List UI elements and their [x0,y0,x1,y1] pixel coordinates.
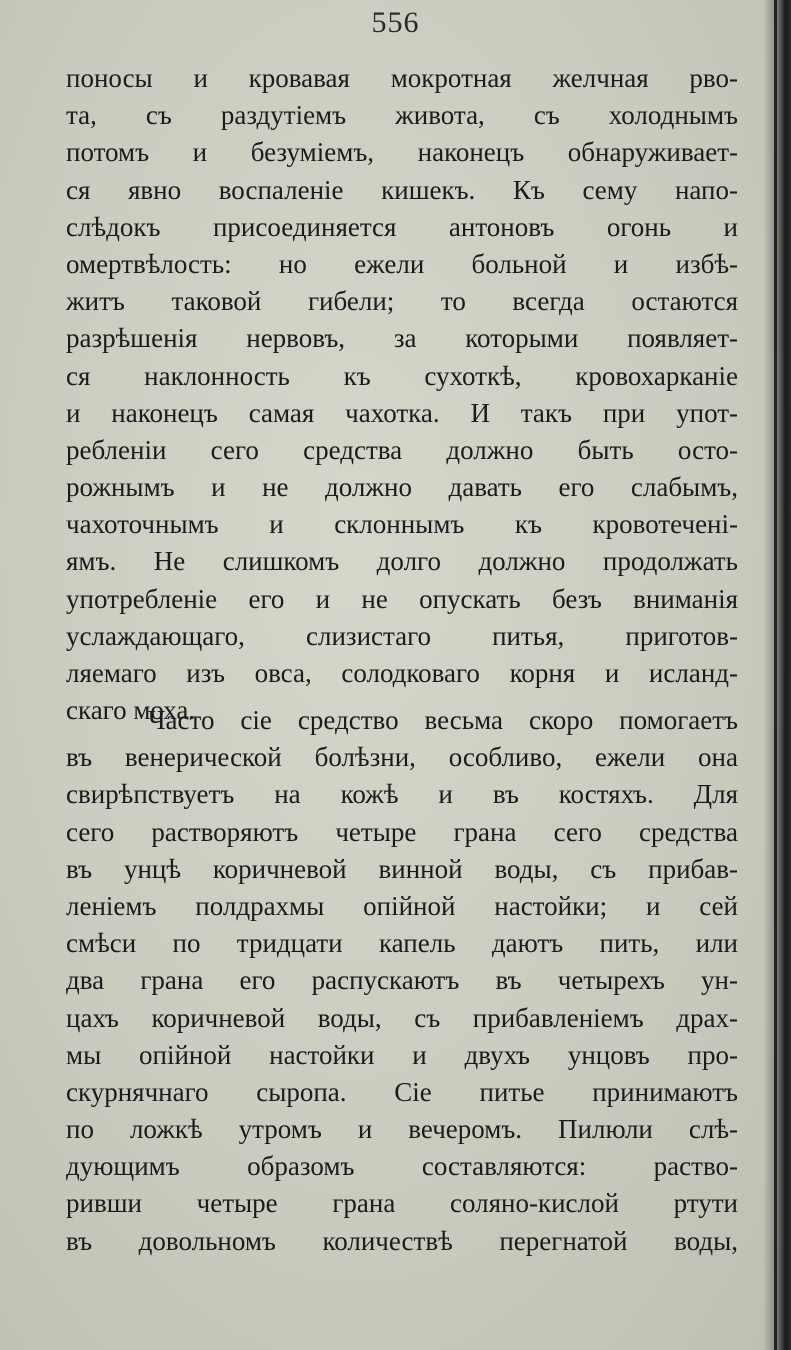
text-line: въ унцѣ коричневой винной воды, съ прибав- [66,853,738,884]
text-line: слѣдокъ присоединяется антоновъ огонь и [66,211,738,242]
page-edge-shadow [763,0,791,1350]
text-line: ся наклонность къ сухоткѣ, кровохарканіе [66,360,738,391]
text-line: разрѣшенія нервовъ, за которыми появляет- [66,323,738,354]
text-line: ямъ. Не слишкомъ долго должно продолжать [66,546,738,577]
text-line: поносы и кровавая мокротная желчная рво- [66,63,738,93]
text-line: цахъ коричневой воды, съ прибавленіемъ драх- [66,1002,738,1033]
text-line: употребленіе его и не опускать безъ вниманія [66,583,738,614]
text-line: и наконецъ самая чахотка. И такъ при упот- [66,397,738,428]
text-line: та, съ раздутіемъ живота, съ холоднымъ [66,100,738,131]
text-line: чахоточнымъ и склоннымъ къ кровотечені- [66,509,738,540]
text-line: въ довольномъ количествѣ перегнатой воды, [66,1225,738,1256]
page-number: 556 [371,6,420,39]
text-line: дующимъ образомъ составляются: раство- [66,1151,738,1182]
text-line: въ венерической болѣзни, особливо, ежели она [66,742,738,773]
page-binding-edge [774,0,777,1350]
text-line: ляемаго изъ овса, солодковаго корня и исланд- [66,658,738,688]
paragraph-2 [66,702,738,1260]
text-line: два грана его распускаютъ въ четырехъ ун- [66,965,738,996]
text-line: скаго моха. [66,695,196,726]
paragraph-1 [66,60,738,729]
text-line: рожнымъ и не должно давать его слабымъ, [66,472,738,503]
text-line: Часто сіе средство весьма скоро помогаетъ [148,705,738,735]
text-line: леніемъ полдрахмы опійной настойки; и сей [66,890,738,921]
text-line: ся явно воспаленіе кишекъ. Къ сему напо- [66,174,738,205]
text-line: ребленіи сего средства должно быть осто- [66,434,738,465]
text-line: мы опійной настойки и двухъ унцовъ про- [66,1039,738,1070]
text-line: потомъ и безуміемъ, наконецъ обнаруживает- [66,137,738,168]
text-line: ривши четыре грана соляно-кислой ртути [66,1188,738,1219]
text-line: сего растворяютъ четыре грана сего средства [66,816,738,847]
text-line: житъ таковой гибели; то всегда остаются [66,286,738,317]
text-line: скурнячнаго сыропа. Сіе питье принимаютъ [66,1076,738,1107]
text-line: свирѣпствуетъ на кожѣ и въ костяхъ. Для [66,779,738,810]
text-line: по ложкѣ утромъ и вечеромъ. Пилюли слѣ- [66,1114,738,1145]
text-line: омертвѣлость: но ежели больной и избѣ- [66,248,738,279]
text-line: услаждающаго, слизистаго питья, приготов- [66,620,738,651]
text-line: смѣси по тридцати капель даютъ пить, или [66,928,738,959]
